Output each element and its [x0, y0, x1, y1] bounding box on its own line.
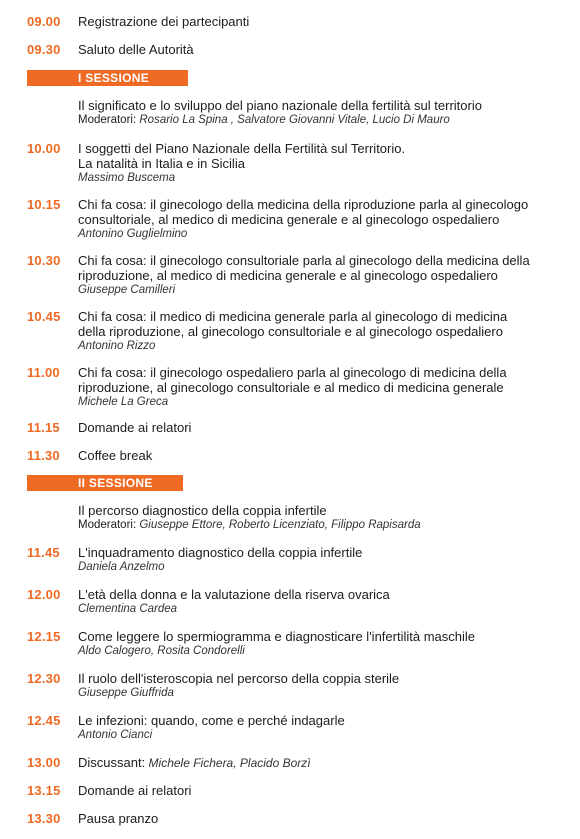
- speaker-name: Clementina Cardea: [78, 603, 178, 615]
- item-title: Domande ai relatori: [78, 420, 192, 435]
- time-label: 11.30: [27, 448, 60, 463]
- speaker-name: Giuseppe Giuffrida: [78, 687, 174, 699]
- item-title-line: Chi fa cosa: il ginecologo consultoriale parla al ginecologo della medicina della: [78, 253, 530, 268]
- speaker-name: Massimo Buscema: [78, 172, 176, 184]
- time-label: 13.00: [27, 755, 61, 770]
- time-label: 11.45: [27, 545, 60, 560]
- discussant-label: Discussant:: [78, 755, 146, 770]
- time-label: 10.00: [27, 141, 61, 156]
- speaker-name: Michele La Greca: [78, 396, 169, 408]
- item-title: Coffee break: [78, 448, 153, 463]
- discussant-line: [78, 755, 554, 770]
- item-title-line: riproduzione, al ginecologo consultoriale e al medico di medicina generale: [78, 380, 504, 395]
- moderators-names: Giuseppe Ettore, Roberto Licenziato, Filippo Rapisarda: [136, 519, 421, 531]
- moderators-label: Moderatori:: [78, 114, 137, 126]
- session-label: I SESSIONE: [78, 71, 150, 85]
- speaker-name: Aldo Calogero, Rosita Condorelli: [78, 645, 245, 657]
- item-title: Saluto delle Autorità: [78, 42, 194, 57]
- item-title: Le infezioni: quando, come e perché indagarle: [78, 713, 345, 728]
- session-banner: [27, 475, 183, 491]
- time-label: 11.15: [27, 420, 60, 435]
- moderators: [78, 518, 554, 532]
- item-title-line: Chi fa cosa: il medico di medicina generale parla al ginecologo di medicina: [78, 309, 508, 324]
- item-title-line: Chi fa cosa: il ginecologo ospedaliero parla al ginecologo di medicina della: [78, 365, 507, 380]
- item-title-line: La natalità in Italia e in Sicilia: [78, 156, 245, 171]
- item-title-line: I soggetti del Piano Nazionale della Fertilità sul Territorio.: [78, 141, 406, 156]
- time-label: 10.15: [27, 197, 61, 212]
- time-label: 12.00: [27, 587, 61, 602]
- item-title: L'inquadramento diagnostico della coppia infertile: [78, 545, 363, 560]
- discussant-names: Michele Fichera, Placido Borzì: [145, 756, 311, 770]
- time-label: 12.45: [27, 713, 61, 728]
- speaker-name: Giuseppe Camilleri: [78, 284, 176, 296]
- time-label: 13.30: [27, 811, 61, 826]
- item-title-line: consultoriale, al medico di medicina generale e al ginecologo ospedaliero: [78, 212, 500, 227]
- item-title-line: della riproduzione, al ginecologo consultoriale e al ginecologo ospedaliero: [78, 324, 503, 339]
- time-label: 09.00: [27, 14, 61, 29]
- speaker-name: Daniela Anzelmo: [78, 561, 165, 573]
- moderators: [78, 113, 554, 127]
- speaker-name: Antonino Rizzo: [78, 340, 156, 352]
- item-title: Come leggere lo spermiogramma e diagnosticare l'infertilità maschile: [78, 629, 475, 644]
- session-title: Il significato e lo sviluppo del piano nazionale della fertilità sul territorio: [78, 98, 482, 113]
- item-title-line: Chi fa cosa: il ginecologo della medicina della riproduzione parla al ginecologo: [78, 197, 529, 212]
- session-label: II SESSIONE: [78, 476, 153, 490]
- speaker-name: Antonio Cianci: [78, 729, 153, 741]
- item-title: Pausa pranzo: [78, 811, 159, 826]
- moderators-label: Moderatori:: [78, 519, 137, 531]
- item-title: Domande ai relatori: [78, 783, 192, 798]
- session-title: Il percorso diagnostico della coppia infertile: [78, 503, 327, 518]
- item-title: Il ruolo dell'isteroscopia nel percorso della coppia sterile: [78, 671, 400, 686]
- time-label: 11.00: [27, 365, 60, 380]
- time-label: 10.45: [27, 309, 61, 324]
- time-label: 09.30: [27, 42, 61, 57]
- item-title: L'età della donna e la valutazione della riserva ovarica: [78, 587, 390, 602]
- time-label: 12.30: [27, 671, 61, 686]
- time-label: 12.15: [27, 629, 61, 644]
- time-label: 10.30: [27, 253, 61, 268]
- session-banner: [27, 70, 188, 86]
- moderators-names: Rosario La Spina , Salvatore Giovanni Vitale, Lucio Di Mauro: [136, 114, 450, 126]
- item-title-line: riproduzione, al medico di medicina generale e al ginecologo ospedaliero: [78, 268, 498, 283]
- item-title: Registrazione dei partecipanti: [78, 14, 250, 29]
- speaker-name: Antonino Guglielmino: [78, 228, 188, 240]
- time-label: 13.15: [27, 783, 61, 798]
